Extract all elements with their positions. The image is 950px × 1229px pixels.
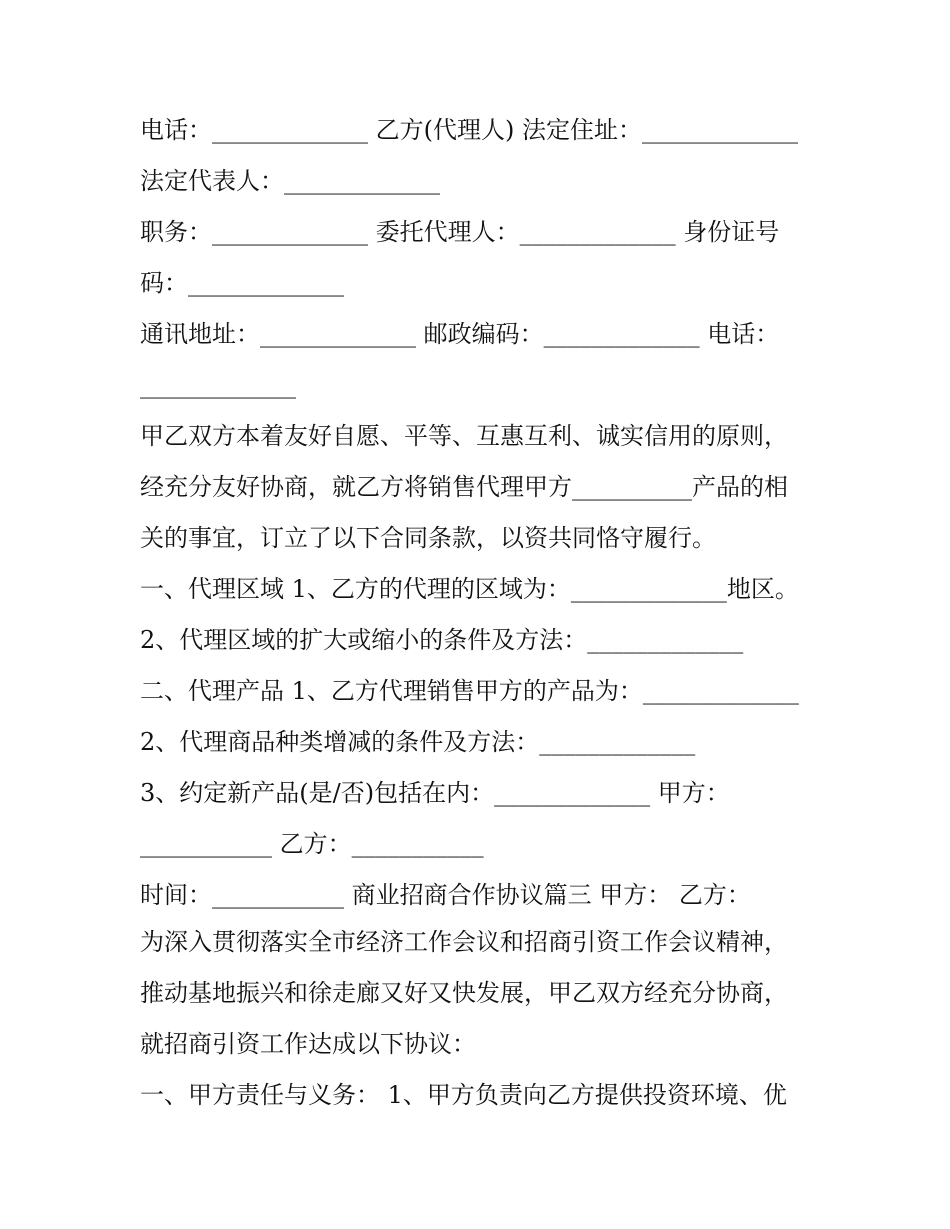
text-line: 经充分友好协商，就乙方将销售代理甲方__________产品的相 (140, 473, 788, 501)
text-line: 3、约定新产品(是/否)包括在内：_____________ 甲方： (140, 779, 730, 807)
text-line: 通讯地址：_____________ 邮政编码：_____________ 电话： (140, 320, 780, 348)
text-line: 甲乙双方本着友好自愿、平等、互惠互利、诚实信用的原则， (140, 422, 788, 450)
text-line: 为深入贯彻落实全市经济工作会议和招商引资工作会议精神， (140, 928, 788, 956)
text-line: 就招商引资工作达成以下协议： (140, 1030, 476, 1058)
text-line: 码：_____________ (140, 269, 344, 297)
text-line: 一、甲方责任与义务： 1、甲方负责向乙方提供投资环境、优 (140, 1081, 787, 1109)
text-line: 电话：_____________ 乙方(代理人) 法定住址：_____________ (140, 116, 798, 144)
text-line: 关的事宜，订立了以下合同条款，以资共同恪守履行。 (140, 524, 716, 552)
text-line: 2、代理商品种类增减的条件及方法：_____________ (140, 728, 696, 756)
text-line: 2、代理区域的扩大或缩小的条件及方法：_____________ (140, 626, 744, 654)
text-line: 推动基地振兴和徐走廊又好又快发展，甲乙双方经充分协商， (140, 979, 788, 1007)
text-line: 时间：___________ 商业招商合作协议篇三 甲方： 乙方： (140, 881, 751, 909)
document-body (140, 108, 820, 1124)
text-line: 职务：_____________ 委托代理人：_____________ 身份证号 (140, 218, 780, 246)
text-line: 法定代表人：_____________ (140, 167, 440, 195)
text-line: ___________ 乙方：___________ (140, 830, 484, 858)
text-line: 二、代理产品 1、乙方代理销售甲方的产品为：_____________ (140, 677, 799, 705)
text-line: 一、代理区域 1、乙方的代理的区域为：_____________地区。 (140, 575, 799, 603)
text-line: _____________ (140, 371, 296, 399)
